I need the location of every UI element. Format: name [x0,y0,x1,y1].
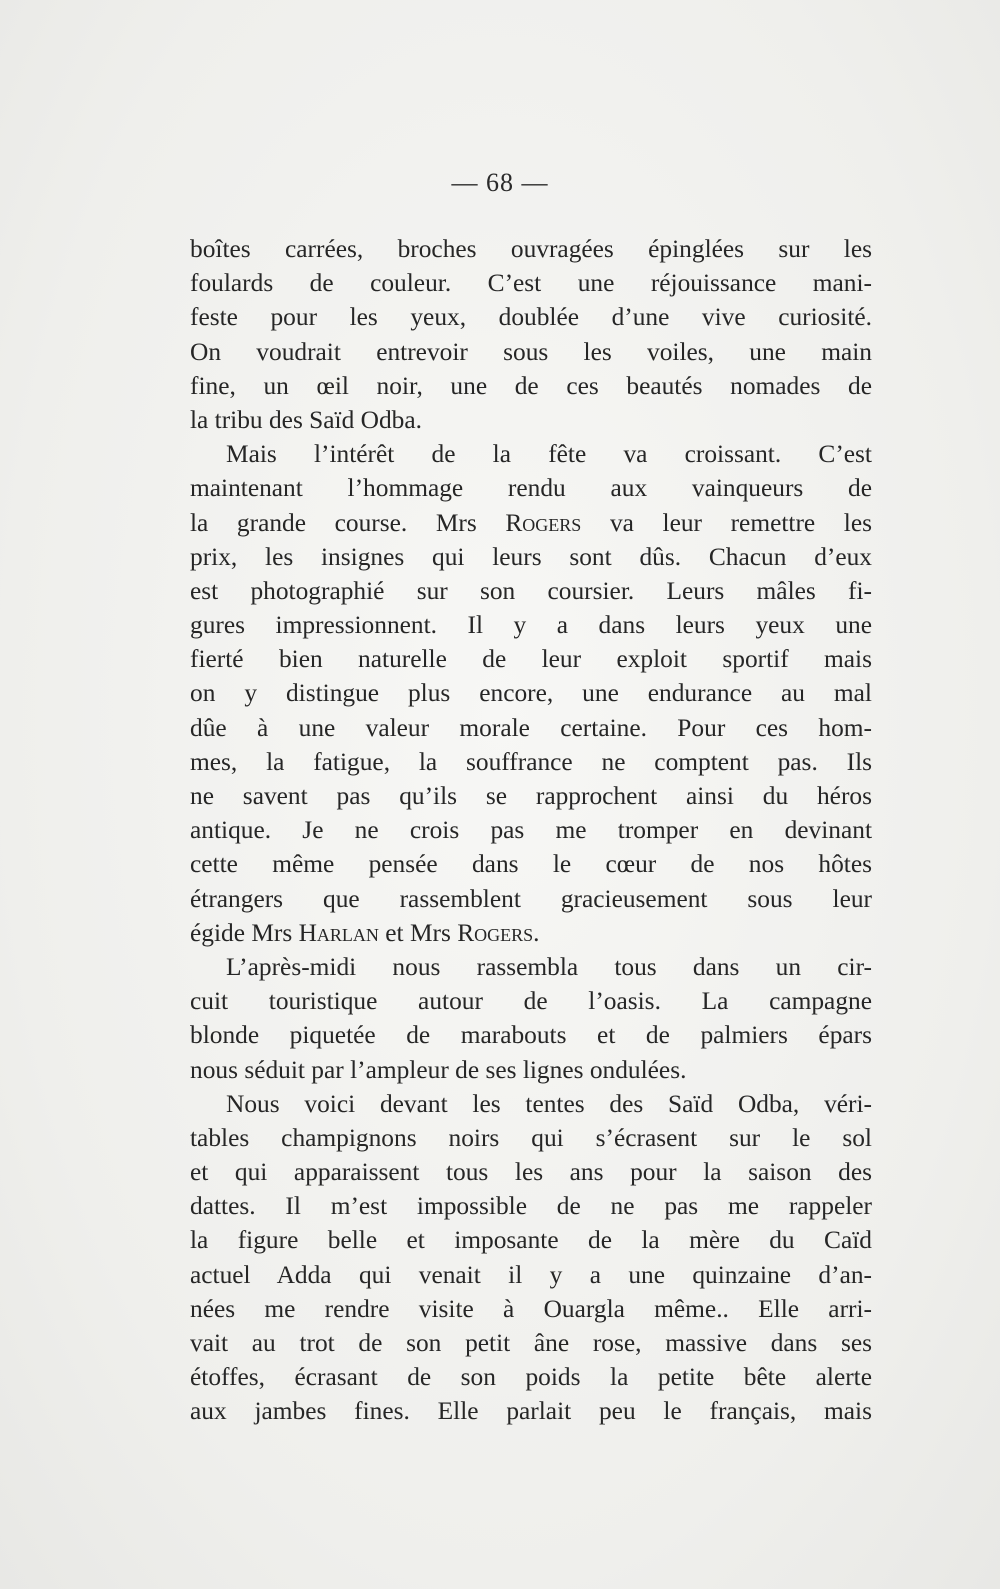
text-line: maintenant l’hommage rendu aux vainqueurs de [190,474,872,503]
text-line: foulards de couleur. C’est une réjouissance mani- [190,269,872,298]
text-line: dûe à une valeur morale certaine. Pour ces hom- [190,713,872,742]
text-line: antique. Je ne crois pas me tromper en devinant [190,816,872,845]
text-line: gures impressionnent. Il y a dans leurs yeux une [190,611,872,640]
text-line: actuel Adda qui venait il y a une quinzaine d’an- [190,1260,872,1289]
text-line: la figure belle et imposante de la mère du Caïd [190,1226,872,1255]
text-line: Mais l’intérêt de la fête va croissant. C’est [226,440,872,469]
text-line: étrangers que rassemblent gracieusement sous leur [190,884,872,913]
paragraph [190,437,872,950]
text-line: fine, un œil noir, une de ces beautés nomades de [190,371,872,400]
text-line: L’après-midi nous rassembla tous dans un cir- [226,952,872,981]
paragraph [190,950,872,1087]
text-line: mes, la fatigue, la souffrance ne comptent pas. Ils [190,747,872,776]
paragraph [190,232,872,437]
text-line: dattes. Il m’est impossible de ne pas me rappeler [190,1192,872,1221]
body-text [190,232,872,1429]
text-line: vait au trot de son petit âne rose, massive dans ses [190,1329,872,1357]
paragraph [190,1087,872,1429]
text-line: aux jambes fines. Elle parlait peu le français, mais [190,1397,872,1426]
text-line: la tribu des Saïd Odba. [190,405,422,434]
text-line: prix, les insignes qui leurs sont dûs. Chacun d’eux [190,542,872,571]
text-line: égide Mrs Harlan et Mrs Rogers. [190,918,540,947]
text-line: tables champignons noirs qui s’écrasent sur le sol [190,1123,872,1152]
text-line: cuit touristique autour de l’oasis. La campagne [190,987,872,1016]
text-line: nous séduit par l’ampleur de ses lignes ondulées. [190,1055,687,1084]
text-line: Nous voici devant les tentes des Saïd Odba, véri- [226,1089,872,1118]
text-line: ne savent pas qu’ils se rapprochent ainsi du héros [190,782,872,810]
page-number: — 68 — [451,168,549,197]
text-line: est photographié sur son coursier. Leurs mâles fi- [190,576,872,605]
text-line: nées me rendre visite à Ouargla même.. Elle arri- [190,1294,872,1323]
text-line: on y distingue plus encore, une endurance au mal [190,679,872,708]
text-line: la grande course. Mrs Rogers va leur remettre les [190,508,872,537]
text-line: boîtes carrées, broches ouvragées épinglées sur les [190,235,872,263]
text-line: étoffes, écrasant de son poids la petite bête alerte [190,1363,872,1392]
text-line: et qui apparaissent tous les ans pour la saison des [190,1158,872,1187]
text-line: On voudrait entrevoir sous les voiles, une main [190,337,872,366]
text-line: blonde piquetée de marabouts et de palmiers épars [190,1021,872,1050]
text-line: cette même pensée dans le cœur de nos hôtes [190,850,872,879]
text-line: feste pour les yeux, doublée d’une vive curiosité. [190,303,872,332]
text-line: fierté bien naturelle de leur exploit sportif mais [190,645,872,674]
